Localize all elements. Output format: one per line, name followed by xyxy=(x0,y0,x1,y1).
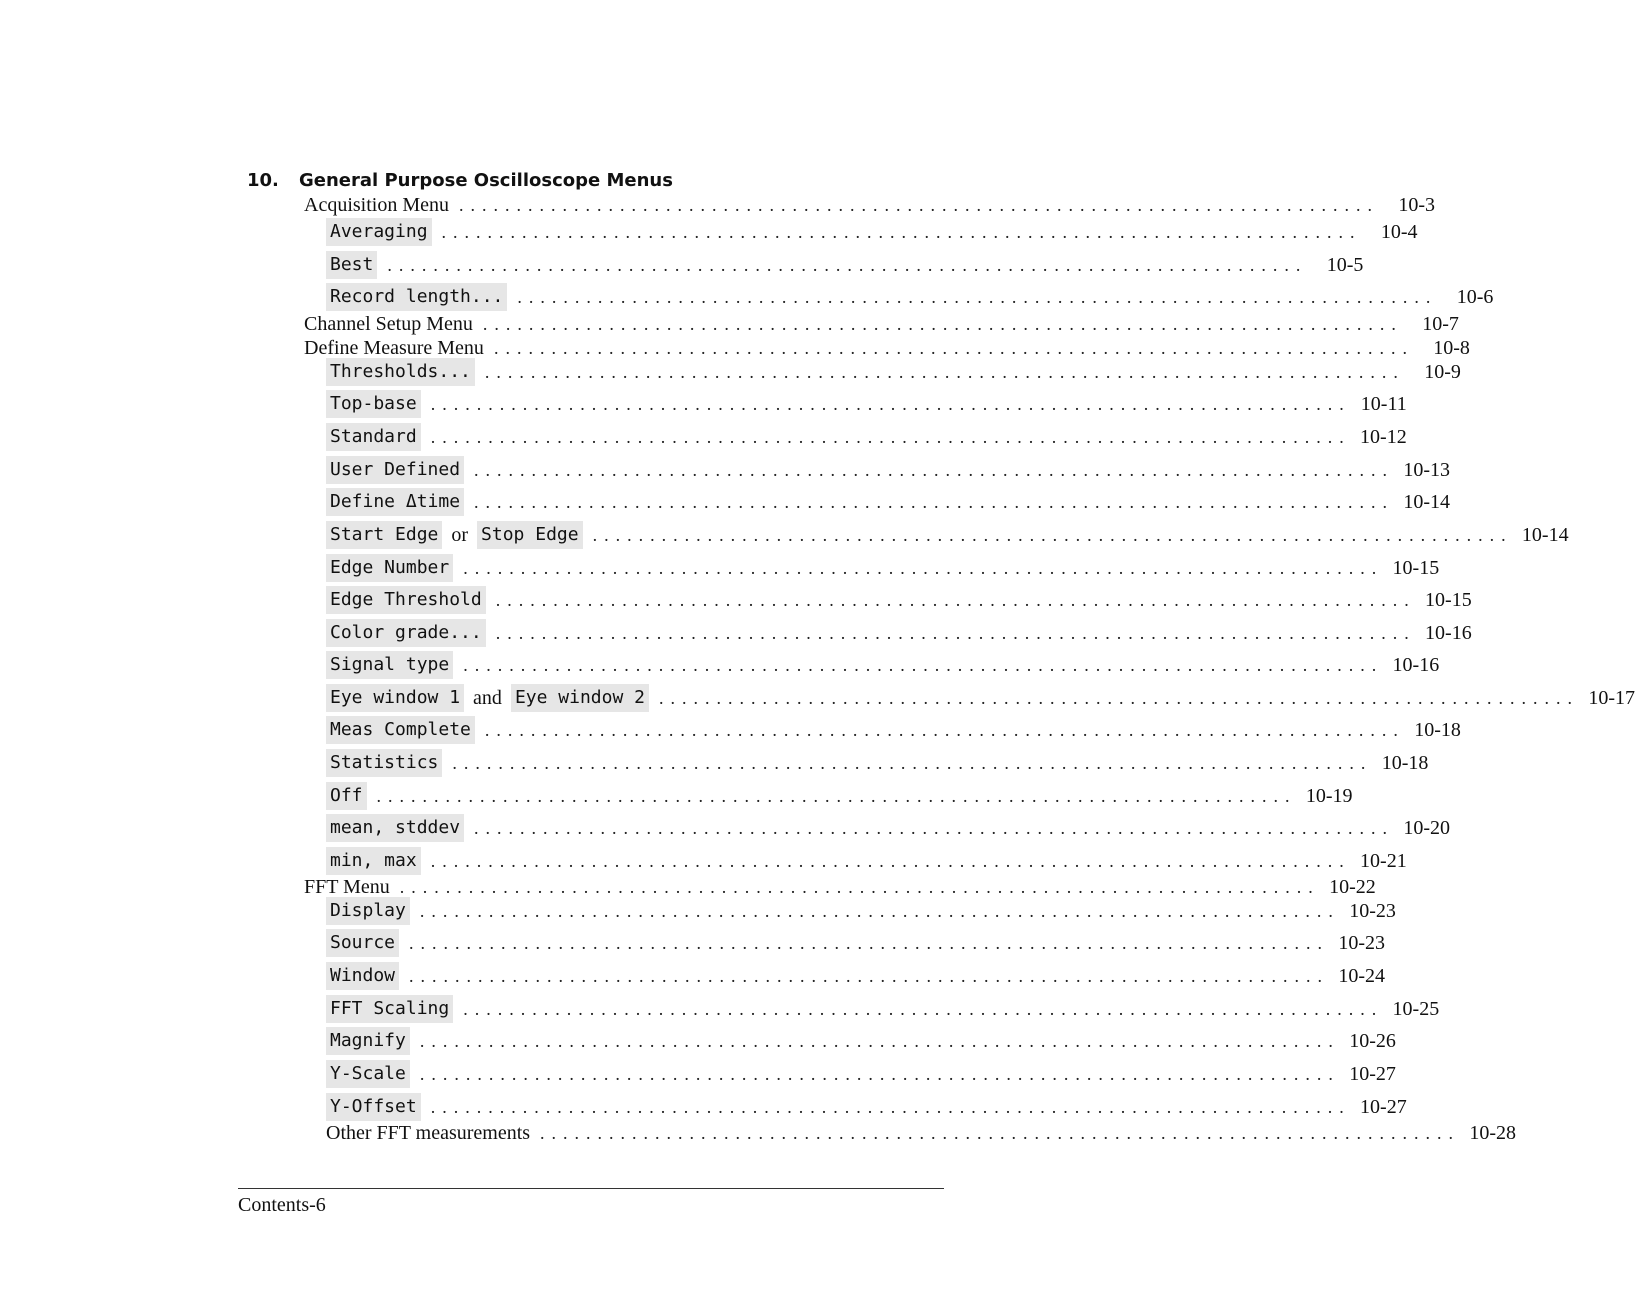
toc-entry-label xyxy=(304,194,449,217)
dot-leader: ................................................................................ xyxy=(376,785,1297,806)
softkey-label: Color grade... xyxy=(326,619,486,647)
chapter-number: 10. xyxy=(247,170,279,191)
toc-entry-label xyxy=(326,782,367,810)
toc-entry[interactable] xyxy=(326,487,1451,517)
toc-entry[interactable] xyxy=(326,455,1451,485)
toc-entry[interactable] xyxy=(326,585,1472,615)
dot-leader: ................................................................................ xyxy=(495,622,1416,643)
softkey-label: FFT Scaling xyxy=(326,995,453,1023)
softkey-label: Window xyxy=(326,962,399,990)
toc-entry-label xyxy=(326,456,464,484)
toc-entry-label xyxy=(326,554,453,582)
dot-leader: ................................................................................ xyxy=(540,1122,1461,1143)
page-number: 10-9 xyxy=(1424,360,1461,383)
page-number: 10-13 xyxy=(1403,458,1451,481)
page-number: 10-5 xyxy=(1326,253,1364,276)
dot-leader: ................................................................................ xyxy=(409,932,1330,953)
softkey-label: Source xyxy=(326,929,399,957)
softkey-label: Meas Complete xyxy=(326,716,475,744)
toc-entry[interactable] xyxy=(326,422,1407,452)
toc-entry-label xyxy=(326,1060,410,1088)
dot-leader: ................................................................................ xyxy=(474,459,1395,480)
toc-entry[interactable] xyxy=(326,715,1461,745)
footer-page-label: Contents-6 xyxy=(238,1194,326,1216)
softkey-label: Best xyxy=(326,251,377,279)
toc-entry-label xyxy=(326,283,507,311)
dot-leader: ................................................................................ xyxy=(474,817,1395,838)
page-number: 10-7 xyxy=(1422,312,1459,335)
softkey-label: Display xyxy=(326,897,410,925)
toc-entry[interactable] xyxy=(326,282,1494,312)
toc-entry[interactable] xyxy=(326,1059,1396,1089)
dot-leader: ................................................................................ xyxy=(495,589,1416,610)
page-number: 10-8 xyxy=(1433,336,1470,359)
page-number: 10-23 xyxy=(1349,899,1396,922)
page-number: 10-16 xyxy=(1392,653,1440,676)
page-number: 10-4 xyxy=(1380,220,1418,243)
toc-entry[interactable] xyxy=(304,190,1435,220)
softkey-label: mean, stddev xyxy=(326,814,464,842)
toc-entry-label xyxy=(326,929,399,957)
softkey-label: Off xyxy=(326,782,367,810)
dot-leader: ................................................................................ xyxy=(517,286,1438,307)
dot-leader: ................................................................................ xyxy=(463,557,1384,578)
softkey-label: Record length... xyxy=(326,283,507,311)
softkey-label: Signal type xyxy=(326,651,453,679)
toc-entry[interactable] xyxy=(326,217,1418,247)
page-number: 10-26 xyxy=(1349,1029,1396,1052)
dot-leader: ................................................................................ xyxy=(430,850,1351,871)
toc-entry[interactable] xyxy=(326,781,1353,811)
entry-text: Define Measure Menu xyxy=(304,336,484,359)
dot-leader: ................................................................................ xyxy=(482,313,1403,334)
toc-entry[interactable] xyxy=(326,250,1364,280)
softkey-label: Define Δtime xyxy=(326,488,464,516)
toc-entry-label xyxy=(326,962,399,990)
toc-entry-label xyxy=(326,1093,421,1121)
softkey-label: Magnify xyxy=(326,1027,410,1055)
toc-entry-label xyxy=(326,847,421,875)
toc-entry[interactable] xyxy=(326,928,1386,958)
dot-leader: ................................................................................ xyxy=(474,491,1395,512)
page-number: 10-14 xyxy=(1403,490,1451,513)
toc-entry[interactable] xyxy=(326,650,1440,680)
chapter-title: General Purpose Oscilloscope Menus xyxy=(299,170,673,191)
toc-entry-label xyxy=(326,749,442,777)
dot-leader: ................................................................................ xyxy=(419,1030,1340,1051)
toc-entry-label xyxy=(326,358,475,386)
page-number: 10-12 xyxy=(1360,425,1407,448)
toc-entry-label xyxy=(326,251,377,279)
toc-entry-label xyxy=(326,651,453,679)
toc-entry-label xyxy=(326,390,421,418)
softkey-label: Eye window 1 xyxy=(326,684,464,712)
dot-leader: ................................................................................ xyxy=(441,221,1362,242)
dot-leader: ................................................................................ xyxy=(463,998,1384,1019)
page-number: 10-18 xyxy=(1381,751,1429,774)
dot-leader: ................................................................................ xyxy=(419,1063,1340,1084)
page-number: 10-25 xyxy=(1392,997,1440,1020)
page-number: 10-17 xyxy=(1588,686,1635,709)
dot-leader: ................................................................................ xyxy=(459,194,1379,215)
page-number: 10-3 xyxy=(1398,193,1435,216)
softkey-label: Stop Edge xyxy=(477,521,583,549)
toc-entry-label xyxy=(326,684,649,712)
toc-entry-label xyxy=(326,521,583,549)
entry-text: Acquisition Menu xyxy=(304,193,449,216)
page-number: 10-19 xyxy=(1305,784,1353,807)
softkey-label: Thresholds... xyxy=(326,358,475,386)
softkey-label: Standard xyxy=(326,423,421,451)
entry-text: FFT Menu xyxy=(304,875,390,898)
page-number: 10-27 xyxy=(1349,1062,1396,1085)
footer-divider xyxy=(238,1188,944,1189)
toc-entry[interactable] xyxy=(326,961,1386,991)
softkey-label: Averaging xyxy=(326,218,432,246)
entry-text: Channel Setup Menu xyxy=(304,312,473,335)
toc-entry-label xyxy=(326,814,464,842)
dot-leader: ................................................................................ xyxy=(409,965,1330,986)
softkey-label: min, max xyxy=(326,847,421,875)
toc-entry[interactable] xyxy=(326,748,1429,778)
dot-leader: ................................................................................ xyxy=(419,900,1340,921)
page-number: 10-20 xyxy=(1403,816,1451,839)
softkey-label: Edge Number xyxy=(326,554,453,582)
page-number: 10-18 xyxy=(1414,718,1461,741)
dot-leader: ................................................................................ xyxy=(484,361,1405,382)
page-number: 10-22 xyxy=(1329,875,1376,898)
toc-entry-label xyxy=(326,716,475,744)
toc-entry[interactable] xyxy=(326,896,1396,926)
toc-entry-label xyxy=(326,1027,410,1055)
softkey-label: Start Edge xyxy=(326,521,442,549)
softkey-label: Y-Scale xyxy=(326,1060,410,1088)
dot-leader: ................................................................................ xyxy=(592,524,1513,545)
toc-entry[interactable] xyxy=(326,1026,1396,1056)
page-number: 10-15 xyxy=(1425,588,1472,611)
softkey-label: Edge Threshold xyxy=(326,586,486,614)
toc-entry-label xyxy=(326,1122,530,1145)
page-number: 10-6 xyxy=(1456,285,1494,308)
dot-leader: ................................................................................ xyxy=(399,876,1320,897)
softkey-label: User Defined xyxy=(326,456,464,484)
softkey-label: Eye window 2 xyxy=(511,684,649,712)
page-number: 10-28 xyxy=(1469,1121,1517,1144)
entry-text: Other FFT measurements xyxy=(326,1121,531,1144)
page-number: 10-15 xyxy=(1392,556,1440,579)
toc-entry-label xyxy=(326,218,432,246)
dot-leader: ................................................................................ xyxy=(387,254,1308,275)
dot-leader: ................................................................................ xyxy=(493,337,1414,358)
toc-entry[interactable] xyxy=(326,1118,1517,1148)
dot-leader: ................................................................................ xyxy=(463,654,1384,675)
page-number: 10-16 xyxy=(1425,621,1472,644)
toc-entry-label xyxy=(326,995,453,1023)
toc-entry[interactable] xyxy=(326,994,1440,1024)
page-number: 10-14 xyxy=(1521,523,1569,546)
dot-leader: ................................................................................ xyxy=(430,393,1351,414)
dot-leader: ................................................................................ xyxy=(452,752,1373,773)
toc-entry[interactable] xyxy=(326,813,1451,843)
toc-entry-label xyxy=(326,423,421,451)
softkey-label: Y-Offset xyxy=(326,1093,421,1121)
dot-leader: ................................................................................ xyxy=(430,1096,1351,1117)
toc-entry-label xyxy=(326,619,486,647)
softkey-label: Statistics xyxy=(326,749,442,777)
toc-entry-label xyxy=(326,897,410,925)
toc-entry[interactable] xyxy=(326,618,1472,648)
dot-leader: ................................................................................ xyxy=(658,687,1579,708)
softkey-label: Top-base xyxy=(326,390,421,418)
page-number: 10-24 xyxy=(1338,964,1386,987)
dot-leader: ................................................................................ xyxy=(484,719,1405,740)
dot-leader: ................................................................................ xyxy=(430,426,1351,447)
page-number: 10-27 xyxy=(1360,1095,1407,1118)
toc-entry[interactable] xyxy=(326,683,1635,713)
toc-entry[interactable] xyxy=(326,357,1461,387)
toc-entry[interactable] xyxy=(326,553,1440,583)
toc-entry[interactable] xyxy=(326,389,1407,419)
entry-text: and xyxy=(473,686,502,709)
toc-entry[interactable] xyxy=(326,520,1569,550)
toc-entry-label xyxy=(326,586,486,614)
page-number: 10-23 xyxy=(1338,931,1386,954)
page-number: 10-21 xyxy=(1360,849,1407,872)
page-number: 10-11 xyxy=(1360,392,1407,415)
toc-entry-label xyxy=(326,488,464,516)
entry-text: or xyxy=(451,523,469,546)
